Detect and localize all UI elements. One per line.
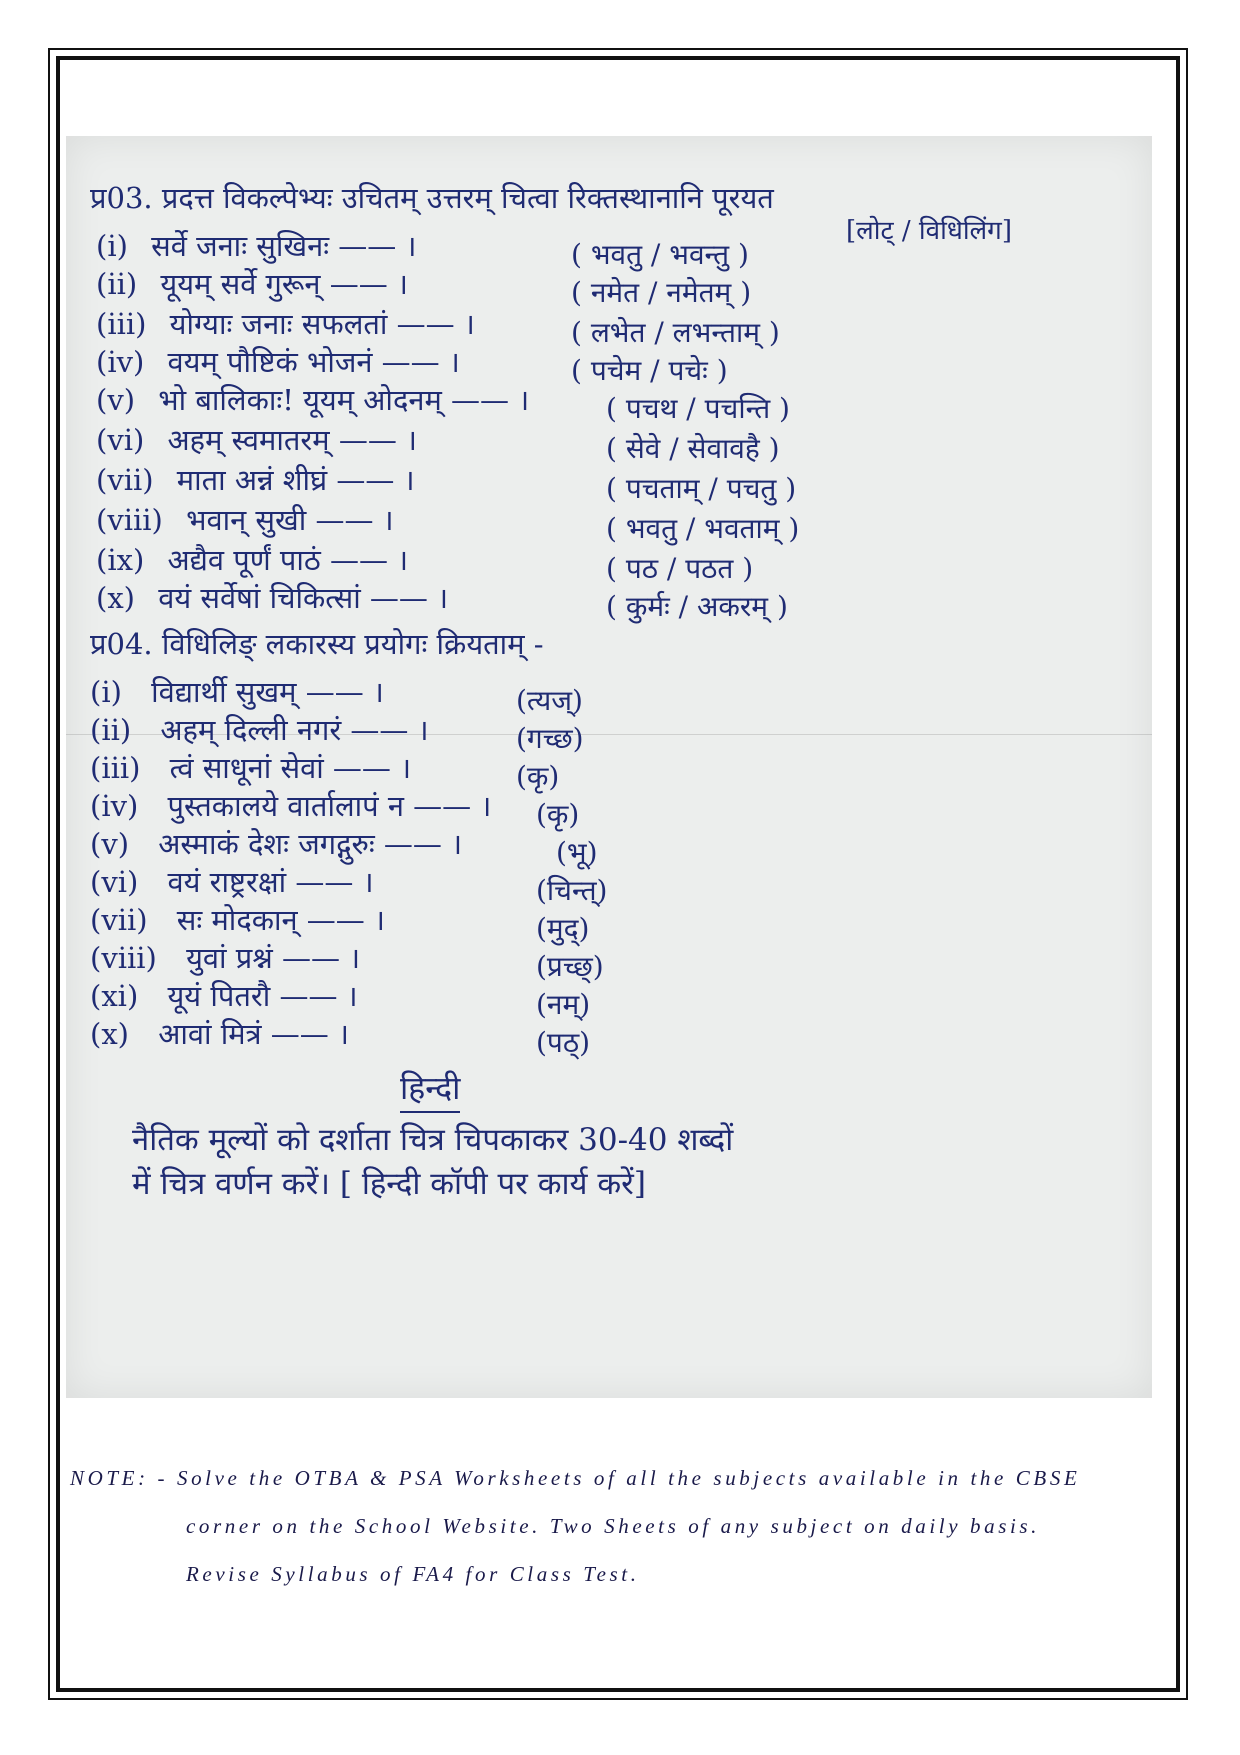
list-item [90, 751, 412, 785]
list-item [90, 941, 361, 975]
item-text: यूयम् सर्वे गुरून् —— । [160, 267, 408, 301]
item-number: (iii) [90, 751, 141, 785]
item-options: (कृ) [536, 798, 580, 831]
list-item [90, 789, 492, 823]
list-item [96, 543, 409, 577]
item-number: (ii) [90, 713, 132, 747]
item-options: ( भवतु / भवन्तु ) [571, 238, 749, 271]
hindi-instruction-line-1: नैतिक मूल्यों को दर्शाता चित्र चिपकाकर 30-40 शब्दों [132, 1122, 734, 1158]
item-text: सर्वे जनाः सुखिनः —— । [151, 229, 417, 263]
item-number: (ix) [96, 543, 145, 577]
item-options: (गच्छ) [516, 722, 584, 755]
list-item [96, 345, 460, 379]
item-options: (पठ्) [536, 1026, 591, 1059]
list-item [90, 865, 374, 899]
list-item [90, 1017, 349, 1051]
item-number: (vii) [96, 463, 154, 497]
item-number: (vi) [90, 865, 139, 899]
item-options: (प्रच्छ्) [536, 950, 604, 983]
item-number: (x) [90, 1017, 129, 1051]
item-options: ( लभेत / लभन्ताम् ) [571, 316, 780, 349]
item-text: वयं राष्ट्ररक्षां —— । [167, 865, 374, 899]
item-text: पुस्तकालये वार्तालापं न —— । [167, 789, 492, 823]
item-number: (v) [90, 827, 130, 861]
item-options: (कृ) [516, 760, 560, 793]
item-options: (मुद्) [536, 912, 590, 945]
item-options: ( नमेत / नमेतम् ) [571, 276, 752, 309]
note-line-3: Revise Syllabus of FA4 for Class Test. [186, 1562, 640, 1586]
list-item [96, 229, 417, 263]
item-text: वयं सर्वेषां चिकित्सां —— । [158, 581, 449, 615]
item-number: (iii) [96, 307, 147, 341]
hindi-heading: हिन्दी [400, 1066, 460, 1113]
item-text: भवान् सुखी —— । [186, 503, 394, 537]
item-number: (xi) [90, 979, 139, 1013]
item-number: (i) [90, 675, 122, 709]
list-item [90, 903, 386, 937]
item-text: अहम् दिल्ली नगरं —— । [160, 713, 429, 747]
item-options: ( भवतु / भवताम् ) [606, 512, 800, 545]
item-options: (नम्) [536, 988, 591, 1021]
item-options: ( पचेम / पचेः ) [571, 354, 728, 387]
item-options: ( पठ / पठत ) [606, 552, 754, 585]
list-item [90, 827, 463, 861]
item-options: ( पचताम् / पचतु ) [606, 472, 797, 505]
list-item [96, 383, 530, 417]
note-line-1: NOTE: - Solve the OTBA & PSA Worksheets of all the subjects available in the CBSE [70, 1466, 1081, 1490]
list-item [90, 713, 429, 747]
hindi-instruction-line-2: में चित्र वर्णन करें। [ हिन्दी कॉपी पर कार्य करें] [132, 1166, 646, 1202]
item-number: (viii) [96, 503, 163, 537]
q3-heading: प्र03. प्रदत्त विकल्पेभ्यः उचितम् उत्तरम् चित्वा रिक्तस्थानानि पूरयत [90, 181, 774, 215]
item-options: (भू) [556, 836, 598, 869]
list-item [90, 675, 384, 709]
item-number: (vi) [96, 423, 145, 457]
item-number: (viii) [90, 941, 157, 975]
item-number: (x) [96, 581, 135, 615]
item-text: वयम् पौष्टिकं भोजनं —— । [167, 345, 460, 379]
list-item [96, 581, 449, 615]
item-options: (चिन्त्) [536, 874, 608, 907]
item-text: अद्यैव पूर्णं पाठं —— । [167, 543, 409, 577]
item-options: ( सेवे / सेवावहै ) [606, 432, 780, 465]
list-item [96, 267, 408, 301]
item-number: (iv) [90, 789, 139, 823]
item-text: सः मोदकान् —— । [176, 903, 386, 937]
item-options: ( पचथ / पचन्ति ) [606, 392, 790, 425]
item-text: यूयं पितरौ —— । [167, 979, 358, 1013]
item-text: माता अन्नं शीघ्रं —— । [176, 463, 415, 497]
item-text: योग्याः जनाः सफलतां —— । [169, 307, 475, 341]
item-options: (त्यज्) [516, 684, 583, 717]
item-number: (ii) [96, 267, 138, 301]
list-item [96, 307, 475, 341]
scanned-worksheet [66, 136, 1152, 1398]
item-text: अहम् स्वमातरम् —— । [167, 423, 418, 457]
list-item [96, 423, 418, 457]
list-item [90, 979, 358, 1013]
note-line-2: corner on the School Website. Two Sheets of any subject on daily basis. [186, 1514, 1041, 1538]
item-number: (vii) [90, 903, 148, 937]
list-item [96, 463, 415, 497]
item-text: भो बालिकाः! यूयम् ओदनम् —— । [158, 383, 530, 417]
item-text: विद्यार्थी सुखम् —— । [151, 675, 384, 709]
item-number: (iv) [96, 345, 145, 379]
item-text: त्वं साधूनां सेवां —— । [169, 751, 412, 785]
item-number: (i) [96, 229, 128, 263]
q4-heading: प्र04. विधिलिङ् लकारस्य प्रयोगः क्रियताम् - [90, 627, 544, 661]
item-text: अस्माकं देशः जगद्गुरुः —— । [158, 827, 463, 861]
item-text: युवां प्रश्नं —— । [186, 941, 361, 975]
q3-tag: [लोट् / विधिलिंग] [846, 216, 1012, 246]
list-item [96, 503, 394, 537]
item-number: (v) [96, 383, 136, 417]
item-text: आवां मित्रं —— । [158, 1017, 349, 1051]
item-options: ( कुर्मः / अकरम् ) [606, 590, 788, 623]
